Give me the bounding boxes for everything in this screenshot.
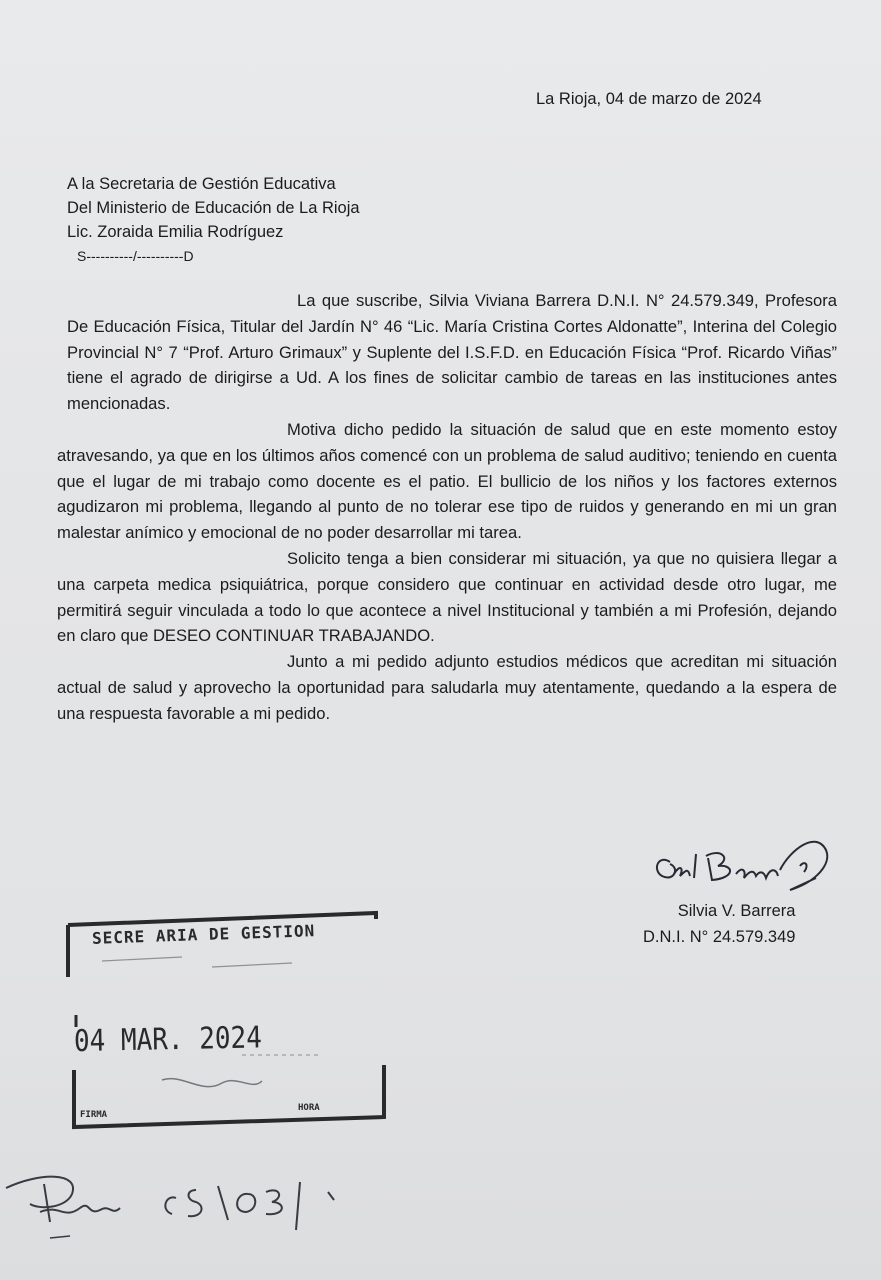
- addressee-line: Del Ministerio de Educación de La Rioja: [67, 199, 360, 217]
- addressee-line: Lic. Zoraida Emilia Rodríguez: [67, 223, 284, 241]
- addressee-block: [67, 172, 360, 268]
- letter-date: La Rioja, 04 de marzo de 2024: [536, 90, 762, 108]
- signer-name: Silvia V. Barrera: [677, 902, 796, 920]
- handwritten-signature: [640, 820, 840, 900]
- signer-dni: D.N.I. N° 24.579.349: [643, 928, 796, 946]
- body-paragraph: Junto a mi pedido adjunto estudios médicos que acreditan mi situación actual de salud y aprovecho la oportunidad para saludarla muy atentamente, quedando a la espera de una respuesta favorable a mi pedido.: [57, 652, 837, 723]
- addressee-line: S----------/----------D: [77, 248, 194, 264]
- addressee-line: A la Secretaria de Gestión Educativa: [67, 175, 336, 193]
- handwritten-note: [0, 1160, 360, 1250]
- body-paragraph: Motiva dicho pedido la situación de salud que en este momento estoy atravesando, ya que en los últimos años comencé con un problema de salud auditivo; teniendo en cuenta que el lugar de mi trabajo como docente es el patio. El bullicio de los niños y los factores externos agudizaron mi problema, llegando al punto de no tolerar ese tipo de ruidos y generando en mi un gran malestar anímico y emocional de no poder desarrollar mi tarea.: [57, 419, 837, 543]
- reception-stamp: [62, 905, 392, 1140]
- stamp-hora-label: HORA: [298, 1103, 320, 1113]
- stamp-firma-label: FIRMA: [80, 1110, 108, 1120]
- body-paragraph: Solicito tenga a bien considerar mi situación, ya que no quisiera llegar a una carpeta medica psiquiátrica, porque considero que continuar en actividad desde otro lugar, me permitirá seguir vinculada a todo lo que acontece a nivel Institucional y también a mi Profesión, dejando en claro que DESEO CONTINUAR TRABAJANDO.: [57, 548, 837, 646]
- stamp-header: SECRE ARIA DE GESTION: [91, 921, 316, 948]
- signer-block: [643, 898, 795, 950]
- stamp-date: 04 MAR. 2024: [73, 1020, 263, 1060]
- letter-body: [57, 288, 837, 727]
- body-paragraph: La que suscribe, Silvia Viviana Barrera D.N.I. N° 24.579.349, Profesora De Educación Física, Titular del Jardín N° 46 “Lic. María Cristina Cortes Aldonatte”, Interina del Colegio Provincial N° 7 “Prof. Arturo Grimaux” y Suplente del I.S.F.D. en Educación Física “Prof. Ricardo Viñas” tiene el agrado de dirigirse a Ud. A los fines de solicitar cambio de tareas en las instituciones antes mencionadas.: [67, 291, 837, 414]
